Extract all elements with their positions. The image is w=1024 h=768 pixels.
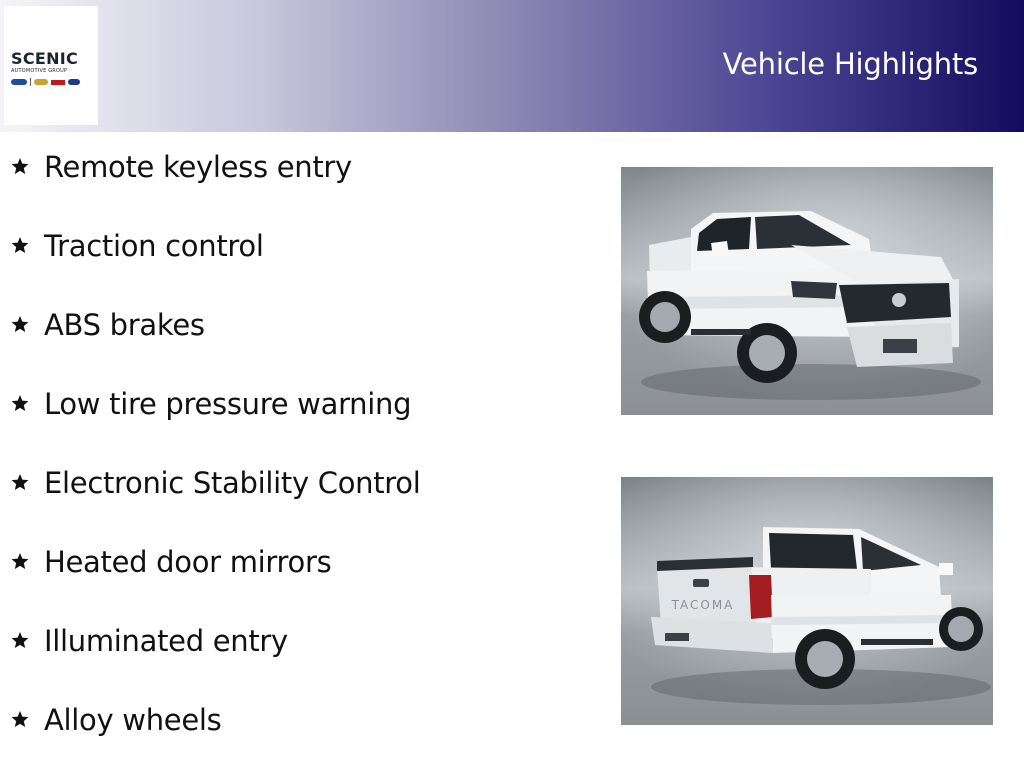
feature-label: ABS brakes [44,308,205,342]
feature-item [0,389,560,429]
truck-rear-image [621,477,993,725]
star-icon [10,472,30,492]
feature-item [0,231,560,271]
feature-item [0,468,560,508]
logo-wordmark: SCENIC [11,49,79,68]
truck-front-image [621,167,993,415]
front-three-quarter-truck-photo[interactable] [621,167,993,415]
feature-label: Alloy wheels [44,703,222,737]
logo-subtitle: AUTOMOTIVE GROUP [11,68,68,74]
star-icon [10,630,30,650]
rear-three-quarter-truck-photo[interactable] [621,477,993,725]
feature-label: Traction control [44,229,264,263]
tailgate-lettering: TACOMA [671,598,735,612]
logo-divider [30,78,31,86]
chevrolet-logo-icon [34,79,48,85]
feature-label: Remote keyless entry [44,150,352,184]
star-icon [10,551,30,571]
feature-label: Electronic Stability Control [44,466,421,500]
header-banner [0,0,1024,132]
subaru-logo-icon [68,79,80,85]
page-title: Vehicle Highlights [722,47,978,81]
feature-item [0,152,560,192]
feature-item [0,705,560,745]
dealer-logo[interactable] [4,6,98,125]
star-icon [10,314,30,334]
brand-logos [11,78,97,86]
star-icon [10,156,30,176]
feature-label: Low tire pressure warning [44,387,412,421]
star-icon [10,235,30,255]
feature-item [0,310,560,350]
ford-logo-icon [11,79,27,85]
star-icon [10,393,30,413]
gmc-logo-icon [51,80,65,85]
feature-label: Illuminated entry [44,624,288,658]
feature-label: Heated door mirrors [44,545,332,579]
feature-item [0,547,560,587]
star-icon [10,709,30,729]
feature-item [0,626,560,666]
